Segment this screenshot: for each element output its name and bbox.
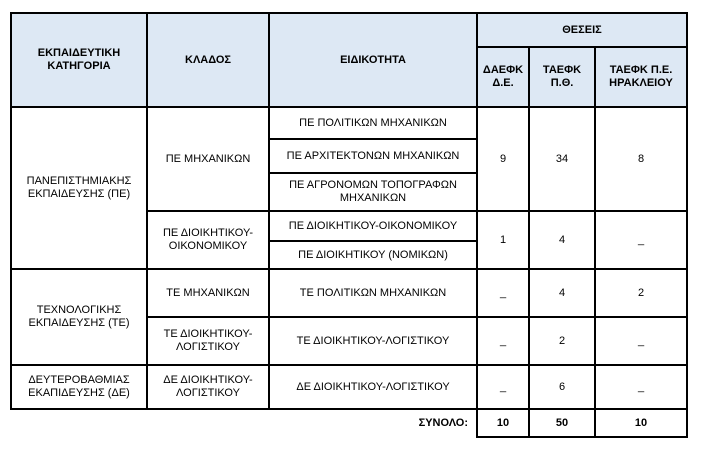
header-taefk-pth: ΤΑΕΦΚ Π.Θ. xyxy=(529,47,595,107)
specialty-cell: ΠΕ ΑΡΧΙΤΕΚΤΟΝΩΝ ΜΗΧΑΝΙΚΩΝ xyxy=(269,139,477,173)
header-positions: ΘΕΣΕΙΣ xyxy=(477,13,687,47)
specialty-cell: ΠΕ ΔΙΟΙΚΗΤΙΚΟΥ-ΟΙΚΟΝΟΜΙΚΟΥ xyxy=(269,211,477,241)
value-cell: 4 xyxy=(529,211,595,269)
total-value: 50 xyxy=(529,409,595,437)
header-category: ΕΚΠΑΙΔΕΥΤΙΚΗ ΚΑΤΗΓΟΡΙΑ xyxy=(11,13,147,107)
header-specialty: ΕΙΔΙΚΟΤΗΤΑ xyxy=(269,13,477,107)
header-daefk-de: ΔΑΕΦΚ Δ.Ε. xyxy=(477,47,529,107)
specialty-cell: ΠΕ ΑΓΡΟΝΟΜΩΝ ΤΟΠΟΓΡΑΦΩΝ ΜΗΧΑΝΙΚΩΝ xyxy=(269,173,477,211)
specialty-cell: ΔΕ ΔΙΟΙΚΗΤΙΚΟΥ-ΛΟΓΙΣΤΙΚΟΥ xyxy=(269,365,477,409)
value-cell: 4 xyxy=(529,269,595,317)
value-cell: _ xyxy=(477,269,529,317)
value-cell: 6 xyxy=(529,365,595,409)
value-cell: _ xyxy=(477,365,529,409)
value-cell: _ xyxy=(477,317,529,365)
branch-cell: ΤΕ ΔΙΟΙΚΗΤΙΚΟΥ-ΛΟΓΙΣΤΙΚΟΥ xyxy=(147,317,269,365)
total-value: 10 xyxy=(595,409,687,437)
category-cell: ΤΕΧΝΟΛΟΓΙΚΗΣ ΕΚΠΑΙΔΕΥΣΗΣ (ΤΕ) xyxy=(11,269,147,365)
branch-cell: ΤΕ ΜΗΧΑΝΙΚΩΝ xyxy=(147,269,269,317)
value-cell: _ xyxy=(595,365,687,409)
specialty-cell: ΠΕ ΔΙΟΙΚΗΤΙΚΟΥ (ΝΟΜΙΚΩΝ) xyxy=(269,241,477,269)
category-cell: ΠΑΝΕΠΙΣΤΗΜΙΑΚΗΣ ΕΚΠΑΙΔΕΥΣΗΣ (ΠΕ) xyxy=(11,107,147,269)
branch-cell: ΠΕ ΜΗΧΑΝΙΚΩΝ xyxy=(147,107,269,211)
value-cell: 2 xyxy=(529,317,595,365)
specialty-cell: ΠΕ ΠΟΛΙΤΙΚΩΝ ΜΗΧΑΝΙΚΩΝ xyxy=(269,107,477,139)
total-label: ΣΥΝΟΛΟ: xyxy=(418,417,468,429)
value-cell: 2 xyxy=(595,269,687,317)
branch-cell: ΔΕ ΔΙΟΙΚΗΤΙΚΟΥ-ΛΟΓΙΣΤΙΚΟΥ xyxy=(147,365,269,409)
positions-table xyxy=(10,12,688,438)
value-cell: 34 xyxy=(529,107,595,211)
spacer xyxy=(11,409,147,437)
value-cell: 1 xyxy=(477,211,529,269)
specialty-cell: ΤΕ ΠΟΛΙΤΙΚΩΝ ΜΗΧΑΝΙΚΩΝ xyxy=(269,269,477,317)
value-cell: _ xyxy=(595,211,687,269)
branch-cell: ΠΕ ΔΙΟΙΚΗΤΙΚΟΥ-ΟΙΚΟΝΟΜΙΚΟΥ xyxy=(147,211,269,269)
category-cell: ΔΕΥΤΕΡΟΒΑΘΜΙΑΣ ΕΚΑΠΙΔΕΥΣΗΣ (ΔΕ) xyxy=(11,365,147,409)
value-cell: 9 xyxy=(477,107,529,211)
specialty-cell: ΤΕ ΔΙΟΙΚΗΤΙΚΟΥ-ΛΟΓΙΣΤΙΚΟΥ xyxy=(269,317,477,365)
value-cell: 8 xyxy=(595,107,687,211)
spacer xyxy=(147,409,269,437)
value-cell: _ xyxy=(595,317,687,365)
total-value: 10 xyxy=(477,409,529,437)
header-taefk-pe-heraklion: ΤΑΕΦΚ Π.Ε. ΗΡΑΚΛΕΙΟΥ xyxy=(595,47,687,107)
header-branch: ΚΛΑΔΟΣ xyxy=(147,13,269,107)
